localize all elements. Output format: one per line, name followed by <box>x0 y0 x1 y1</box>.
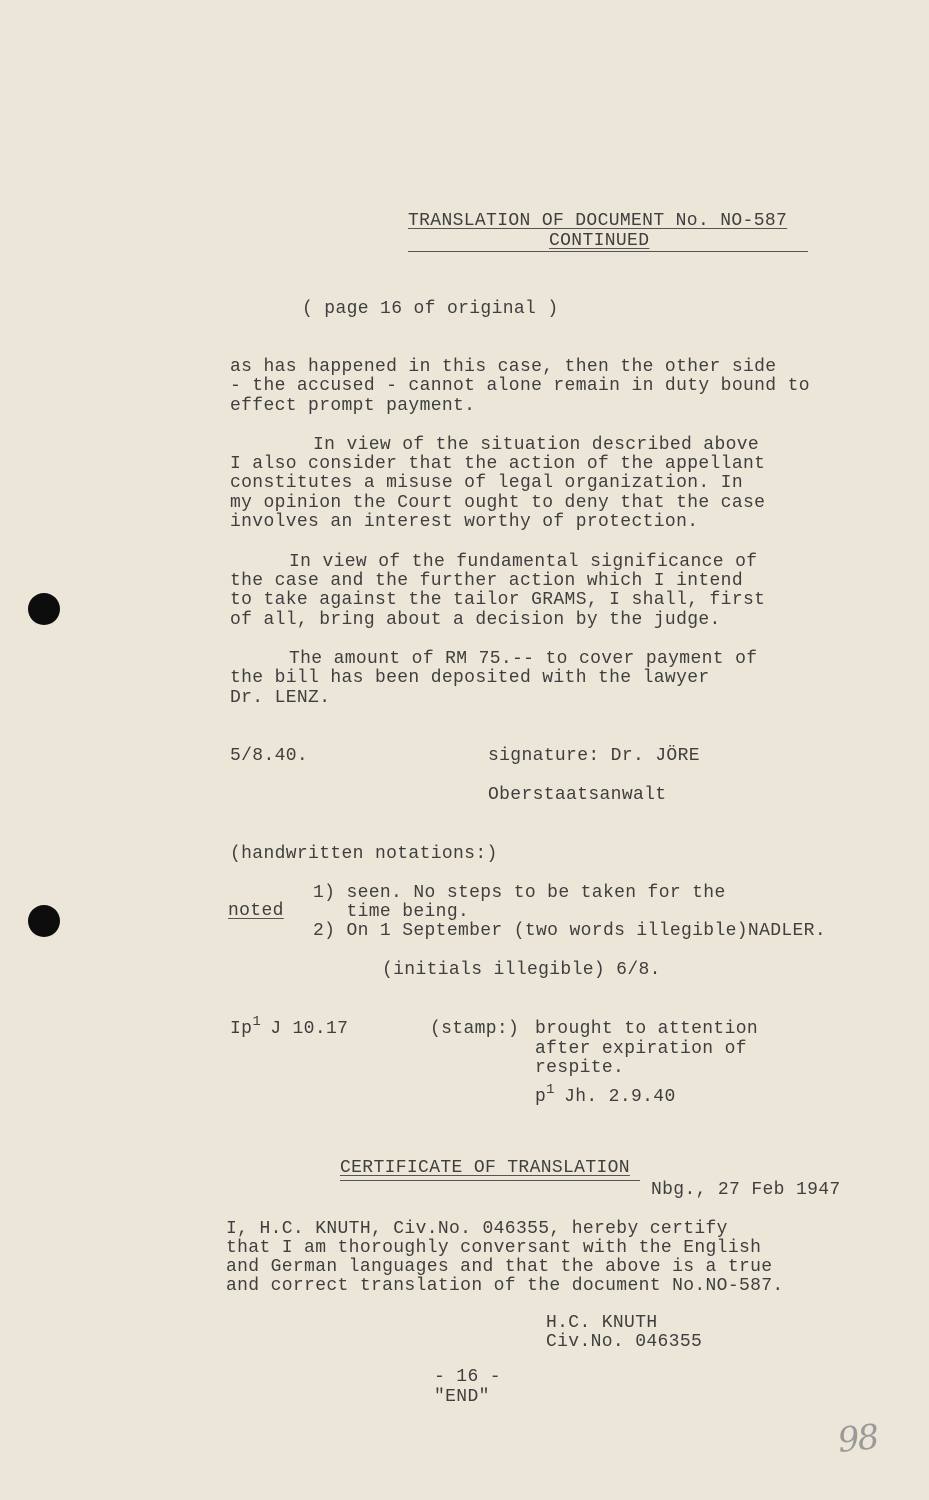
stamp-text-line: respite. <box>535 1058 625 1078</box>
certificate-line: and German languages and that the above is a true <box>226 1257 773 1277</box>
initials-note: (initials illegible) 6/8. <box>382 960 661 980</box>
para1-line: as has happened in this case, then the other side <box>230 357 777 377</box>
certificate-signer-name: H.C. KNUTH <box>546 1313 658 1333</box>
stamp-label: (stamp:) <box>430 1019 520 1039</box>
page-note: ( page 16 of original ) <box>302 299 559 319</box>
punch-hole <box>28 593 60 625</box>
para2-line: constitutes a misuse of legal organization. In <box>230 473 743 493</box>
para4-line: the bill has been deposited with the lawyer <box>230 668 710 688</box>
para1-line: effect prompt payment. <box>230 396 476 416</box>
notations-heading: (handwritten notations:) <box>230 844 498 864</box>
signature: signature: Dr. JÖRE <box>488 746 700 766</box>
document-title: TRANSLATION OF DOCUMENT No. NO-587 <box>408 211 788 231</box>
stamp-text-line: brought to attention <box>535 1019 759 1039</box>
header-rule <box>408 251 808 252</box>
para2-line: I also consider that the action of the appellant <box>230 454 766 474</box>
para4-line: The amount of RM 75.-- to cover payment of <box>289 649 758 669</box>
noted-label: noted <box>228 901 284 921</box>
para3-line: of all, bring about a decision by the judge. <box>230 610 721 630</box>
certificate-line: and correct translation of the document No.NO-587. <box>226 1276 784 1296</box>
certificate-line: I, H.C. KNUTH, Civ.No. 046355, hereby certify <box>226 1219 728 1239</box>
para2-line: In view of the situation described above <box>313 435 760 455</box>
certificate-line: that I am thoroughly conversant with the English <box>226 1238 762 1258</box>
para3-line: In view of the fundamental significance of <box>289 552 758 572</box>
para1-line: - the accused - cannot alone remain in duty bound to <box>230 376 810 396</box>
para3-line: the case and the further action which I intend <box>230 571 743 591</box>
certificate-heading: CERTIFICATE OF TRANSLATION <box>340 1158 630 1178</box>
certificate-place-date: Nbg., 27 Feb 1947 <box>651 1180 841 1200</box>
notation-item: 1) seen. No steps to be taken for the <box>313 883 726 903</box>
letter-date: 5/8.40. <box>230 746 309 766</box>
handwritten-page-number: 98 <box>835 1417 880 1461</box>
stamp-text-line: after expiration of <box>535 1039 747 1059</box>
page-number: - 16 - <box>434 1367 501 1387</box>
certificate-rule <box>340 1180 640 1181</box>
para3-line: to take against the tailor GRAMS, I shall, first <box>230 590 766 610</box>
notation-item: 2) On 1 September (two words illegible)NADLER. <box>313 921 826 941</box>
para4-line: Dr. LENZ. <box>230 688 331 708</box>
document-subtitle: CONTINUED <box>549 231 650 251</box>
signer-title: Oberstaatsanwalt <box>488 785 667 805</box>
notation-item: time being. <box>313 902 470 922</box>
stamp-initials: $p^1$ Jh. 2.9.40 <box>535 1082 676 1107</box>
end-mark: "END" <box>434 1387 490 1407</box>
certificate-signer-civ: Civ.No. 046355 <box>546 1332 703 1352</box>
stamp-reference: Ip$^1$ J 10.17 <box>230 1014 349 1039</box>
punch-hole <box>28 905 60 937</box>
para2-line: my opinion the Court ought to deny that the case <box>230 493 766 513</box>
para2-line: involves an interest worthy of protection. <box>230 512 699 532</box>
